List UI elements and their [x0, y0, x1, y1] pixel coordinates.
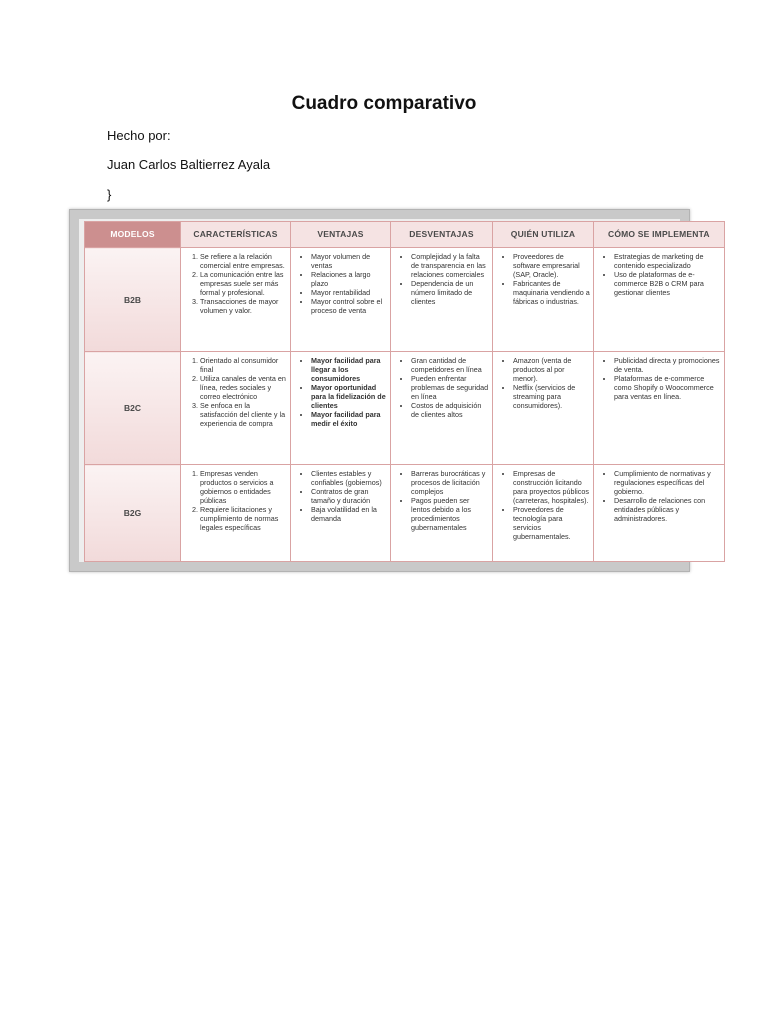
list-item: 2. Utiliza canales de venta en línea, redes sociales y correo electrónico — [200, 374, 287, 401]
list-item: • Mayor oportunidad para la fidelización de clientes — [311, 383, 387, 410]
stray-brace: } — [107, 187, 112, 202]
list-item: 2. Requiere licitaciones y cumplimiento de normas legales específicas — [200, 505, 287, 532]
header-como-implementa: CÓMO SE IMPLEMENTA — [594, 222, 725, 248]
made-by-label: Hecho por: — [107, 128, 171, 143]
list-item: • Publicidad directa y promociones de venta. — [614, 356, 721, 374]
ventajas-cell — [291, 465, 391, 562]
image-content — [84, 221, 720, 559]
quien-utiliza-cell — [493, 248, 594, 352]
list-item: • Pueden enfrentar problemas de seguridad en línea — [411, 374, 489, 401]
table-row — [85, 465, 725, 562]
comparison-table — [84, 221, 725, 562]
image-mat — [79, 219, 720, 562]
caracteristicas-cell — [181, 465, 291, 562]
desventajas-cell — [391, 248, 493, 352]
list-item: • Desarrollo de relaciones con entidades públicas y administradores. — [614, 496, 721, 523]
como-implementa-cell — [594, 465, 725, 562]
model-cell: B2B — [85, 248, 181, 352]
como-implementa-cell — [594, 248, 725, 352]
list-item: • Netflix (servicios de streaming para consumidores). — [513, 383, 590, 410]
header-caracteristicas: CARACTERÍSTICAS — [181, 222, 291, 248]
list-item: • Mayor control sobre el proceso de venta — [311, 297, 387, 315]
list-item: • Plataformas de e-commerce como Shopify o Woocommerce para ventas en línea. — [614, 374, 721, 401]
ventajas-cell — [291, 248, 391, 352]
header-desventajas: DESVENTAJAS — [391, 222, 493, 248]
list-item: • Pagos pueden ser lentos debido a los procedimientos gubernamentales — [411, 496, 489, 532]
ventajas-cell — [291, 352, 391, 465]
desventajas-cell — [391, 465, 493, 562]
list-item: • Uso de plataformas de e-commerce B2B o CRM para gestionar clientes — [614, 270, 721, 297]
document-title: Cuadro comparativo — [291, 93, 477, 114]
header-quien-utiliza: QUIÉN UTILIZA — [493, 222, 594, 248]
embedded-table-image[interactable] — [69, 209, 720, 572]
list-item: • Complejidad y la falta de transparencia en las relaciones comerciales — [411, 252, 489, 279]
list-item: 3. Se enfoca en la satisfacción del cliente y la experiencia de compra — [200, 401, 287, 428]
author-name: Juan Carlos Baltierrez Ayala — [107, 157, 271, 172]
list-item: • Relaciones a largo plazo — [311, 270, 387, 288]
caracteristicas-cell — [181, 352, 291, 465]
quien-utiliza-cell — [493, 352, 594, 465]
list-item: • Clientes estables y confiables (gobiernos) — [311, 469, 387, 487]
header-ventajas: VENTAJAS — [291, 222, 391, 248]
list-item: • Estrategias de marketing de contenido especializado — [614, 252, 721, 270]
list-item: • Mayor volumen de ventas — [311, 252, 387, 270]
desventajas-cell — [391, 352, 493, 465]
table-header-row — [85, 222, 725, 248]
list-item: • Fabricantes de maquinaria vendiendo a fábricas o industrias. — [513, 279, 590, 306]
table-row — [85, 352, 725, 465]
list-item: • Empresas de construcción licitando para proyectos públicos (carreteras, hospitales). — [513, 469, 590, 505]
caracteristicas-cell — [181, 248, 291, 352]
list-item: 2. La comunicación entre las empresas suele ser más formal y profesional. — [200, 270, 287, 297]
list-item: • Costos de adquisición de clientes altos — [411, 401, 489, 419]
list-item: • Barreras burocráticas y procesos de licitación complejos — [411, 469, 489, 496]
list-item: • Dependencia de un número limitado de clientes — [411, 279, 489, 306]
list-item: 1. Orientado al consumidor final — [200, 356, 287, 374]
list-item: • Amazon (venta de productos al por menor). — [513, 356, 590, 383]
list-item: • Mayor facilidad para llegar a los consumidores — [311, 356, 387, 383]
list-item: • Contratos de gran tamaño y duración — [311, 487, 387, 505]
model-cell: B2G — [85, 465, 181, 562]
list-item: • Baja volatilidad en la demanda — [311, 505, 387, 523]
list-item: • Mayor rentabilidad — [311, 288, 387, 297]
list-item: • Cumplimiento de normativas y regulaciones específicas del gobierno. — [614, 469, 721, 496]
quien-utiliza-cell — [493, 465, 594, 562]
list-item: • Gran cantidad de competidores en línea — [411, 356, 489, 374]
model-cell: B2C — [85, 352, 181, 465]
list-item: • Proveedores de software empresarial (SAP, Oracle). — [513, 252, 590, 279]
list-item: 1. Se refiere a la relación comercial entre empresas. — [200, 252, 287, 270]
header-modelos: MODELOS — [85, 222, 181, 248]
table-row — [85, 248, 725, 352]
list-item: 1. Empresas venden productos o servicios a gobiernos o entidades públicas — [200, 469, 287, 505]
list-item: • Proveedores de tecnología para servicios gubernamentales. — [513, 505, 590, 541]
list-item: 3. Transacciones de mayor volumen y valor. — [200, 297, 287, 315]
como-implementa-cell — [594, 352, 725, 465]
list-item: • Mayor facilidad para medir el éxito — [311, 410, 387, 428]
